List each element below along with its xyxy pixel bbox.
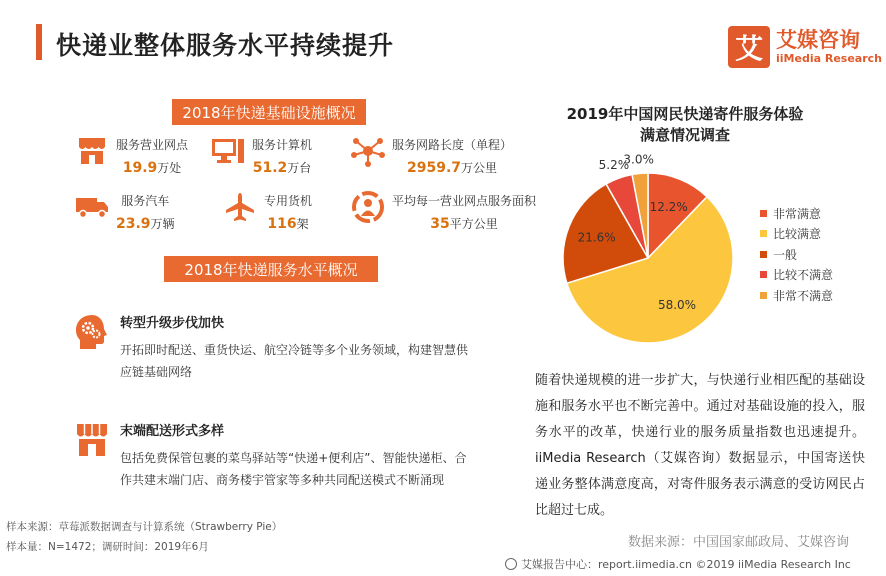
- chart-title-line2: 满意情况调查: [639, 126, 730, 144]
- stat-unit: 平方公里: [449, 217, 498, 231]
- logo-name-cn: 艾媒咨询: [776, 28, 860, 52]
- infra-banner: 2018年快递基础设施概况: [172, 99, 366, 125]
- stat-label: 服务网路长度（单程）: [392, 138, 513, 152]
- chart-legend: [760, 203, 833, 306]
- stat-label: 服务营业网点: [116, 138, 189, 152]
- logo-mark: 艾: [728, 26, 770, 68]
- stat-label: 平均每一营业网点服务面积: [392, 194, 537, 208]
- stat-value: 51.2: [252, 160, 288, 176]
- summary-paragraph: 随着快递规模的进一步扩大，与快递行业相匹配的基础设施和服务水平也不断完善中。通过对基础设施的投入，服务水平的改革，快递行业的服务质量指数也迅速提升。iiMedia Research（艾媒咨询）数据显示，中国寄送快递业务整体满意度高，对寄件服务表示满意的受访网民占比超过七成。: [535, 373, 865, 518]
- footer: [505, 556, 851, 572]
- legend-swatch: [760, 271, 767, 278]
- stat-unit: 万辆: [150, 217, 175, 231]
- stat-value: 35: [430, 216, 450, 232]
- legend-item: [760, 244, 833, 265]
- stat-value: 116: [267, 216, 297, 232]
- feature-title: 末端配送形式多样: [120, 424, 225, 439]
- feature-title: 转型升级步伐加快: [120, 316, 225, 331]
- legend-label: 非常不满意: [773, 288, 834, 303]
- legend-swatch: [760, 210, 767, 217]
- stat-label: 服务计算机: [252, 138, 313, 152]
- data-source: 数据来源：中国国家邮政局、艾媒咨询: [628, 535, 850, 550]
- pie-label-2: 58.0%: [657, 298, 697, 313]
- stat-unit: 架: [296, 217, 309, 231]
- pie-label-5: 3.0%: [623, 152, 654, 167]
- globe-icon: [505, 558, 517, 570]
- stat-unit: 万公里: [461, 161, 498, 175]
- stat-value: 23.9: [116, 216, 151, 232]
- stat-label: 服务汽车: [121, 194, 170, 208]
- legend-swatch: [760, 230, 767, 237]
- legend-item: [760, 265, 833, 286]
- stat-value: 2959.7: [406, 160, 462, 176]
- pie-label-1: 12.2%: [649, 199, 688, 214]
- legend-item: [760, 285, 833, 306]
- pie-label-3: 21.6%: [577, 230, 616, 245]
- legend-item: [760, 203, 833, 224]
- legend-item: [760, 224, 833, 245]
- feature-description: 包括免费保管包裹的菜鸟驿站等“快递+便利店”、智能快递柜、合作共建末端门店、商务楼宇管家等多种共同配送模式不断涌现: [120, 451, 467, 487]
- sample-source: 样本来源：草莓派数据调查与计算系统（Strawberry Pie）: [6, 521, 283, 533]
- page-title: 快递业整体服务水平持续提升: [56, 31, 395, 60]
- logo-name-en: iiMedia Research: [776, 52, 882, 65]
- stat-label: 专用货机: [264, 194, 313, 208]
- stat-unit: 万处: [157, 161, 182, 175]
- stat-value: 19.9: [122, 160, 158, 176]
- service-banner: 2018年快递服务水平概况: [164, 256, 378, 282]
- feature-description: 开拓即时配送、重货快运、航空冷链等多个业务领域，构建智慧供应链基础网络: [120, 343, 469, 379]
- pie-label-4: 5.2%: [598, 158, 630, 173]
- legend-label: 比较不满意: [773, 268, 834, 283]
- legend-label: 非常满意: [773, 206, 822, 221]
- footer-text: 艾媒报告中心：report.iimedia.cn ©2019 iiMedia Research Inc: [521, 558, 851, 571]
- stat-unit: 万台: [287, 161, 312, 175]
- chart-title-line1: 2019年中国网民快递寄件服务体验: [566, 105, 804, 123]
- legend-label: 比较满意: [773, 227, 822, 242]
- legend-swatch: [760, 251, 767, 258]
- sample-size: 样本量：N=1472；调研时间：2019年6月: [6, 541, 209, 553]
- legend-label: 一般: [773, 247, 798, 262]
- legend-swatch: [760, 292, 767, 299]
